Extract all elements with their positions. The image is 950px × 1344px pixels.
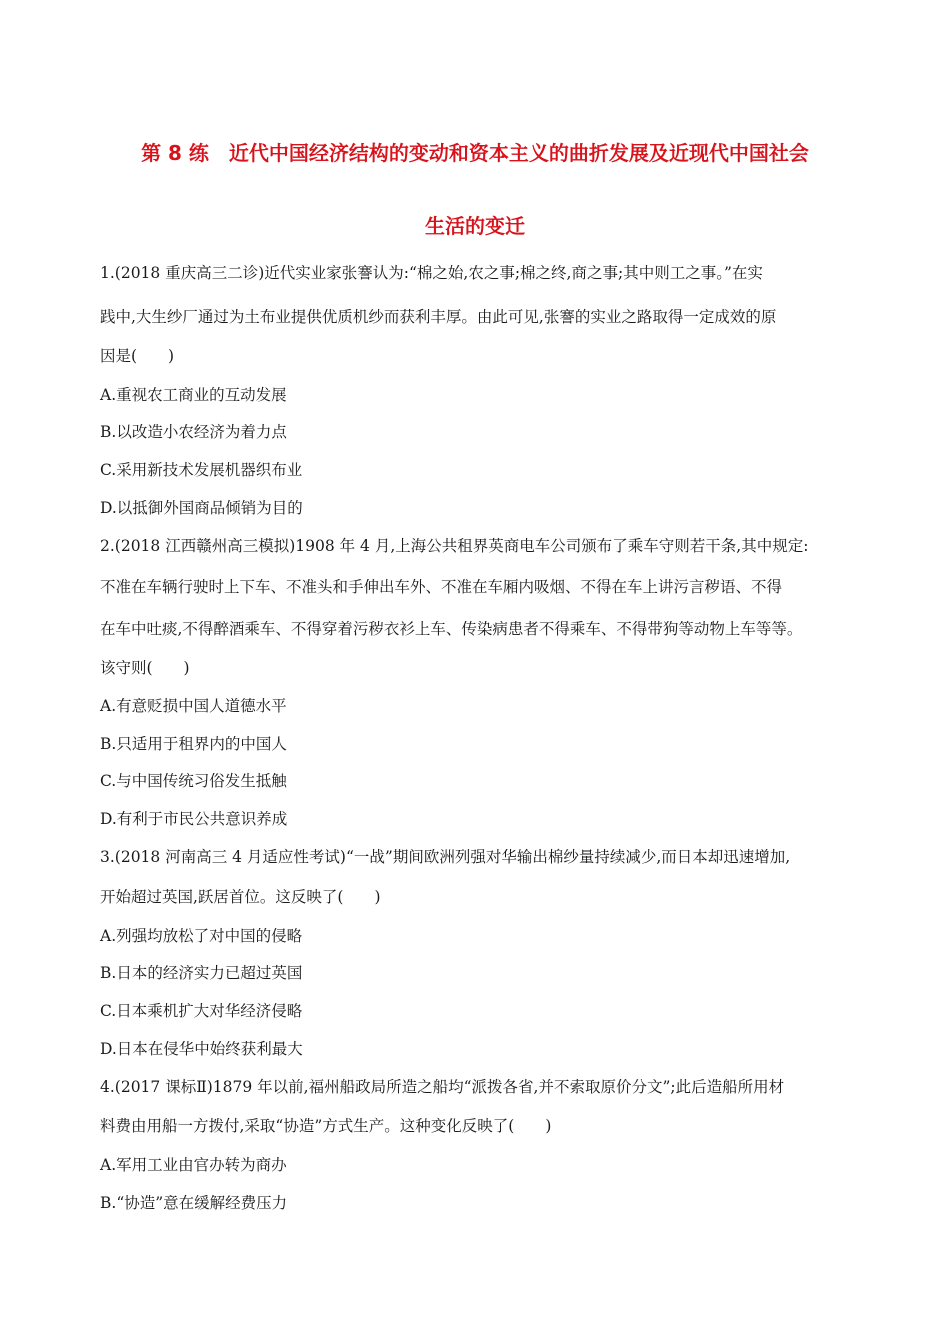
question-1-stem-line-3: 因是( ) [100, 347, 175, 365]
question-2-stem-line-4: 该守则( ) [100, 659, 190, 677]
question-2-option-b: B.只适用于租界内的中国人 [100, 735, 287, 753]
question-4-stem-line-1: 4.(2017 课标Ⅱ)1879 年以前,福州船政局所造之船均“派拨各省,并不索取原价分文”;此后造船所用材 [100, 1078, 785, 1096]
question-1-option-d: D.以抵御外国商品倾销为目的 [100, 499, 303, 517]
question-3-option-d: D.日本在侵华中始终获利最大 [100, 1040, 303, 1058]
question-1-stem-line-2: 践中,大生纱厂通过为土布业提供优质机纱而获利丰厚。由此可见,张謇的实业之路取得一定成效的原 [100, 308, 777, 326]
question-4-option-b: B.“协造”意在缓解经费压力 [100, 1194, 288, 1212]
question-2-stem-line-2: 不准在车辆行驶时上下车、不准头和手伸出车外、不准在车厢内吸烟、不得在车上讲污言秽语、不得 [100, 578, 783, 596]
question-2-stem-line-3: 在车中吐痰,不得醉酒乘车、不得穿着污秽衣衫上车、传染病患者不得乘车、不得带狗等动物上车等等。 [100, 620, 803, 638]
page-title-line-1: 第 8 练 近代中国经济结构的变动和资本主义的曲折发展及近现代中国社会 [141, 141, 809, 165]
question-1-stem-line-1: 1.(2018 重庆高三二诊)近代实业家张謇认为:“棉之始,农之事;棉之终,商之事;其中则工之事。”在实 [100, 264, 763, 282]
question-3-stem-line-2: 开始超过英国,跃居首位。这反映了( ) [100, 888, 381, 906]
question-1-option-b: B.以改造小农经济为着力点 [100, 423, 287, 441]
question-3-option-c: C.日本乘机扩大对华经济侵略 [100, 1002, 303, 1020]
question-3-stem-line-1: 3.(2018 河南高三 4 月适应性考试)“一战”期间欧洲列强对华输出棉纱量持续减少,而日本却迅速增加, [100, 848, 791, 866]
question-3-option-b: B.日本的经济实力已超过英国 [100, 964, 303, 982]
question-4-option-a: A.军用工业由官办转为商办 [100, 1156, 287, 1174]
question-2-option-a: A.有意贬损中国人道德水平 [100, 697, 287, 715]
question-2-stem-line-1: 2.(2018 江西赣州高三模拟)1908 年 4 月,上海公共租界英商电车公司颁布了乘车守则若干条,其中规定: [100, 537, 809, 555]
question-1-option-c: C.采用新技术发展机器织布业 [100, 461, 303, 479]
question-2-option-c: C.与中国传统习俗发生抵触 [100, 772, 287, 790]
question-2-option-d: D.有利于市民公共意识养成 [100, 810, 288, 828]
question-3-option-a: A.列强均放松了对中国的侵略 [100, 927, 303, 945]
question-4-stem-line-2: 料费由用船一方拨付,采取“协造”方式生产。这种变化反映了( ) [100, 1117, 552, 1135]
page-title-line-2: 生活的变迁 [425, 214, 525, 238]
question-1-option-a: A.重视农工商业的互动发展 [100, 386, 287, 404]
